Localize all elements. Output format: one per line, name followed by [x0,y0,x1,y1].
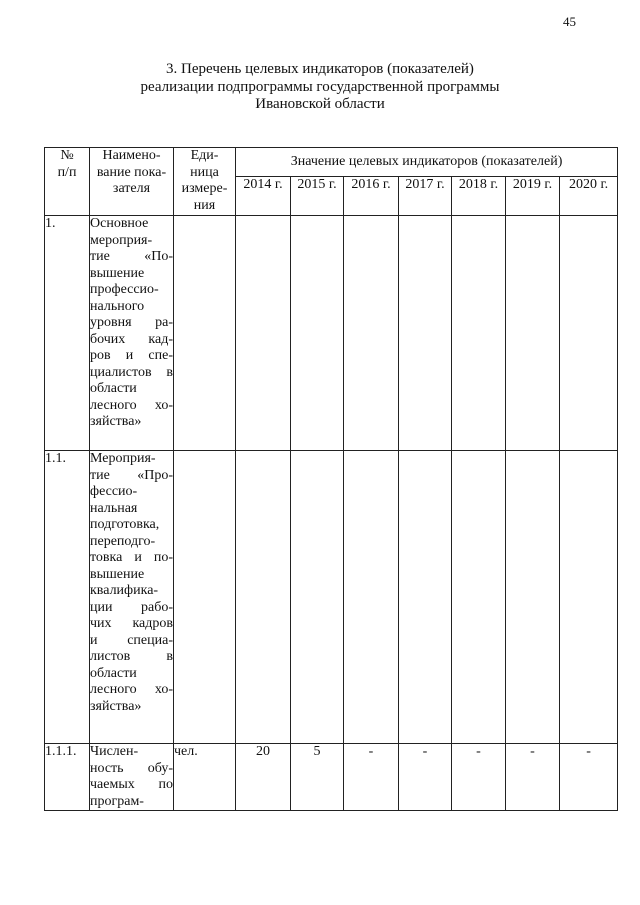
row-name-line: области [90,665,137,681]
header-num-line: п/п [57,164,77,180]
row-unit [174,451,236,744]
row-value: - [344,744,399,811]
row-value: - [399,744,452,811]
header-unit-line: ница [190,164,219,180]
header-year: 2019 г. [506,177,560,216]
row-value [506,216,560,451]
header-year: 2020 г. [560,177,618,216]
row-name-line: нального [90,298,145,314]
row-value [506,451,560,744]
row-value: 5 [291,744,344,811]
row-name-line: лесного хо- [90,397,173,413]
header-name [90,148,174,216]
row-name-line: програм- [90,793,144,809]
header-name-line: вание пока- [96,164,167,180]
row-name-line: листов в [90,649,173,664]
header-values-group: Значение целевых индикаторов (показателей) [236,148,618,177]
row-value [236,216,291,451]
row-name-line: нальная [90,500,138,516]
row-value [291,216,344,451]
row-name-line: профессио- [90,282,159,297]
header-year: 2018 г. [452,177,506,216]
row-name-line: циалистов в [90,364,173,380]
row-name-line: квалифика- [90,583,159,598]
row-name-line: тие «По- [90,249,173,264]
header-unit-line: ния [193,197,216,213]
header-name-line: Наимено- [102,148,161,163]
page-number: 45 [563,14,576,29]
row-value: - [560,744,618,811]
table-row [45,216,618,451]
row-name-line: чаемых по [90,777,173,792]
row-value [291,451,344,744]
row-name-line: лесного хо- [90,682,173,697]
row-value [560,451,618,744]
row-name-line: Основное [90,216,149,231]
header-name-line: зателя [112,181,151,196]
row-name-line: чих кадров [90,616,173,631]
row-value: 20 [236,744,291,811]
indicators-table [44,147,618,811]
title-line-1: 3. Перечень целевых индикаторов (показателей) [166,61,474,77]
row-name-line: зяйства» [90,698,142,714]
row-name [90,451,174,744]
row-number: 1.1. [45,451,90,744]
row-value [399,216,452,451]
row-unit [174,216,236,451]
header-unit-line: измере- [181,181,228,196]
row-name-line: вышение [90,265,145,281]
row-value [399,451,452,744]
row-value [236,451,291,744]
row-name-line: ность обу- [90,760,173,776]
header-year: 2014 г. [236,177,291,216]
row-value [344,216,399,451]
row-name-line: Мероприя- [90,451,156,466]
row-name-line: подготовка, [90,517,160,532]
row-name-line: тие «Про- [90,467,173,483]
header-year: 2015 г. [291,177,344,216]
row-name-line: области [90,381,137,396]
row-number: 1.1.1. [45,744,90,811]
row-number: 1. [45,216,90,451]
row-unit: чел. [174,744,236,811]
row-value [344,451,399,744]
header-unit [174,148,236,216]
row-name-line: уровня ра- [90,315,173,330]
row-name-line: фессио- [90,484,138,499]
row-name-line: ции рабо- [90,599,173,615]
row-name-line: вышение [90,566,145,582]
row-name-line: зяйства» [90,414,142,429]
row-name-line: ров и спе- [90,348,173,363]
header-num-line: № [60,148,74,163]
row-value [452,216,506,451]
title-line-3: Ивановской области [255,96,385,112]
header-num [45,148,90,216]
header-year: 2016 г. [344,177,399,216]
table-row [45,451,618,744]
title-line-2: реализации подпрограммы государственной программы [140,78,500,95]
row-value [452,451,506,744]
row-value: - [452,744,506,811]
row-name [90,744,174,811]
header-row [45,148,618,177]
row-value [560,216,618,451]
row-name-line: мероприя- [90,232,153,248]
row-name-line: Числен- [90,744,139,759]
header-unit-line: Еди- [190,148,219,163]
row-name-line: переподго- [90,533,156,549]
table-body [45,216,618,811]
row-value: - [506,744,560,811]
row-name [90,216,174,451]
table-row [45,744,618,811]
row-name-line: товка и по- [90,550,173,565]
header-year: 2017 г. [399,177,452,216]
document-title [0,61,640,114]
row-name-line: бочих кад- [90,331,173,347]
row-name-line: и специа- [90,632,173,648]
